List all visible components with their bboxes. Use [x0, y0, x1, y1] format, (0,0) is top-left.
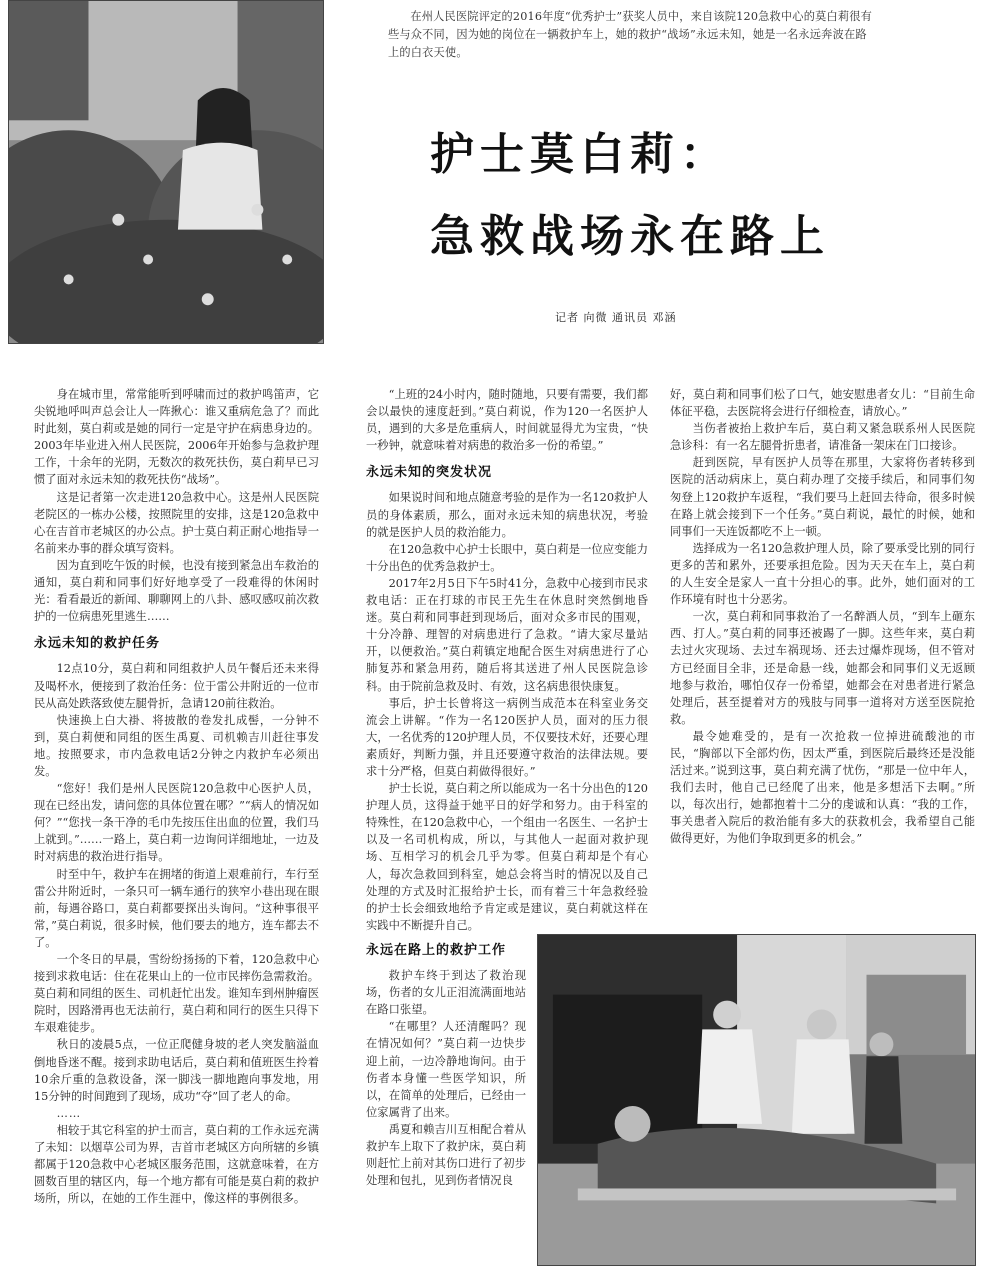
- section-heading: 永远未知的救护任务: [34, 636, 161, 652]
- paragraph: 因为直到吃午饭的时候，也没有接到紧急出车救治的通知，莫白莉和同事们好好地享受了一段难得的休闲时光：看看最近的新闻、聊聊网上的八卦、感叹感叹前次救护的一位病患死里逃生……: [34, 558, 319, 624]
- paragraph: 事后，护士长曾将这一病例当成范本在科室业务交流会上讲解。“作为一名120医护人员，面对的压力很大，一名优秀的120护理人员，不仅要技术好，还要心理素质好，判断力强，并且还要遵守救治的法律法规。要求十分严格，但莫白莉做得很好。”: [366, 696, 648, 778]
- article-column-2: [366, 386, 648, 932]
- paragraph: 救护车终于到达了救治现场，伤者的女儿正泪流满面地站在路口张望。: [366, 969, 526, 1017]
- article-column-2-lower: [366, 932, 526, 1278]
- byline: 记者 向微 通讯员 邓涵: [555, 311, 677, 324]
- headline: [430, 114, 950, 278]
- headline-line-2: 急救战场永在路上: [430, 211, 830, 262]
- section-heading: 永远未知的突发状况: [366, 465, 493, 481]
- paragraph: 当伤者被抬上救护车后，莫白莉又紧急联系州人民医院急诊科：有一名左腿骨折患者，请准备一架床在门口接诊。: [670, 422, 975, 453]
- article-column-3: [670, 386, 975, 932]
- paragraph: 一次，莫白莉和同事救治了一名醉酒人员，“到车上砸东西、打人。”莫白莉的同事还被踢了一脚。这些年来，莫白莉去过火灾现场、去过车祸现场、还去过爆炸现场，但不管对方已经面目全非，还是命悬一线，她都会和同事们义无返顾地参与救治，哪怕仅存一份希望，她都会在对患者进行紧急处理后，甚至提着对方的残肢与同事一道将对方送至医院抢救。: [670, 610, 975, 726]
- paragraph: 12点10分，莫白莉和同组救护人员午餐后还未来得及喝杯水，便接到了救治任务：位于雷公井附近的一位市民从高处跌落致使左腿骨折，急请120前往救治。: [34, 662, 319, 710]
- paragraph: 赶到医院，早有医护人员等在那里，大家将伤者转移到医院的活动病床上，莫白莉办理了交接手续后，和同事们匆匆登上120救护车返程，“我们要马上赶回去待命，很多时候在路上就会接到下一个任务。”莫白莉说，最忙的时候，她和同事们一天连饭都吃不上一顿。: [670, 456, 975, 538]
- paragraph: 好，莫白莉和同事们松了口气，她安慰患者女儿：“目前生命体征平稳，去医院将会进行仔细检查，请放心。”: [670, 388, 975, 419]
- section-heading: 永远在路上的救护工作: [366, 943, 507, 958]
- paragraph: 选择成为一名120急救护理人员，除了要承受比别的同行更多的苦和累外，还要承担危险。因为天天在车上，莫白莉的人生安全是家人一直十分担心的事。此外，她们面对的工作环境有时也十分恶劣。: [670, 541, 975, 607]
- paragraph: 相较于其它科室的护士而言，莫白莉的工作永远充满了未知：以烟草公司为界，吉首市老城区方向所辖的乡镇都属于120急救中心老城区服务范围，这就意味着，在方圆数百里的辖区内，每一个地方都有可能是莫白莉的救护场所，所以，在她的工作生涯中，像这样的事例很多。: [34, 1123, 319, 1206]
- paragraph: “您好！我们是州人民医院120急救中心医护人员，现在已经出发，请问您的具体位置在哪？”“病人的情况如何？”“您找一条干净的毛巾先按压住出血的位置，我们马上就到。”……一路上，莫白莉一边询问详细地址，一边及时对病患的救治进行指导。: [34, 782, 319, 864]
- nurse-portrait-photo: [8, 0, 324, 344]
- paragraph: “在哪里？人还清醒吗？现在情况如何？”莫白莉一边快步迎上前，一边冷静地询问。由于伤者本身懂一些医学知识，所以，在简单的处理后，已经由一位家属背了出来。: [366, 1020, 526, 1119]
- article-column-1: [34, 386, 319, 1278]
- paragraph: 秋日的凌晨5点，一位正爬健身坡的老人突发脑溢血倒地昏迷不醒。接到求助电话后，莫白莉和值班医生拎着10余斤重的急救设备，深一脚浅一脚地跑向事发地，用15分钟的时间跑到了现场，成功“夺”回了老人的命。: [34, 1038, 319, 1103]
- ambulance-rescue-photo: [537, 934, 976, 1266]
- paragraph: 护士长说，莫白莉之所以能成为一名十分出色的120护理人员，这得益于她平日的好学和努力。由于科室的特殊性，在120急救中心，一个组由一名医生、一名护士以及一名司机构成，所以，与其他人一起面对救护现场、互相学习的机会几乎为零。但莫白莉却是个有心人，每次急救回到科室，她总会将当时的情况以及自己处理的方式及时汇报给护士长，而有着三十年急救经验的护士长会细致地给予肯定或是建议，莫白莉就这样在实践中不断提升自己。: [366, 782, 648, 932]
- paragraph: 身在城市里，常常能听到呼啸而过的救护鸣笛声，它尖锐地呼叫声总会让人一阵揪心：谁又重病危急了？而此时此刻，莫白莉或是她的同行一定是守护在病患身边的。2003年毕业进入州人民医院，2006年开始参与急救护理工作，十余年的光阴，无数次的救死扶伤，莫白莉早已习惯了面对永远未知的救死扶伤“战场”。: [34, 388, 319, 487]
- paragraph: 时至中午，救护车在拥堵的街道上艰难前行，车行至雷公井附近时，一条只可一辆车通行的狭窄小巷出现在眼前，每遇谷路口，莫白莉都要探出头询问。“这种事很平常，”莫白莉说，很多时候，他们要去的地方，连车都去不了。: [34, 867, 319, 949]
- headline-line-1: 护士莫白莉：: [430, 129, 730, 180]
- paragraph: 禹夏和赖吉川互相配合着从救护车上取下了救护床，莫白莉则赶忙上前对其伤口进行了初步处理和包扎，见到伤者情况良: [366, 1122, 526, 1188]
- paragraph: 一个冬日的早晨，雪纷纷扬扬的下着，120急救中心接到求救电话：住在花果山上的一位市民摔伤急需救治。莫白莉和同组的医生、司机赶忙出发。谁知车到州肿瘤医院时，因路滑再也无法前行，莫白莉和同行的医生只得下车艰难徒步。: [34, 953, 319, 1035]
- lead-paragraph: 在州人民医院评定的2016年度“优秀护士”获奖人员中，来自该院120急救中心的莫白莉很有些与众不同，因为她的岗位在一辆救护车上，她的救护“战场”永远未知，她是一名永远奔波在路上的白衣天使。: [388, 10, 873, 59]
- paragraph: 如果说时间和地点随意考验的是作为一名120救护人员的身体素质，那么，面对永远未知的病患状况，考验的就是医护人员的救治能力。: [366, 491, 648, 539]
- paragraph: 快速换上白大褂、将披散的卷发扎成髻，一分钟不到，莫白莉便和同组的医生禹夏、司机赖吉川赶往事发地。按照要求，市内急救电话2分钟之内救护车必须出发。: [34, 713, 319, 778]
- paragraph: 最令她难受的，是有一次抢救一位掉进硫酸池的市民，“胸部以下全部灼伤，因太严重，到医院后最终还是没能活过来。”说到这事，莫白莉充满了忧伤，“那是一位中年人，我们去时，他自己已经爬了出来，他是多想活下去啊。”所以，每次出行，她都抱着十二分的虔诚和认真：“我的工作，事关患者入院后的救治能有多大的获救机会，我希望自己能做得更好，为他们争取到更多的机会。”: [670, 729, 975, 846]
- paragraph: 这是记者第一次走进120急救中心。这是州人民医院老院区的一栋办公楼，按照院里的安排，这是120急救中心在吉首市老城区的办公点。护士莫白莉正耐心地指导一名前来办事的群众填写资料。: [34, 490, 319, 555]
- paragraph: “上班的24小时内，随时随地，只要有需要，我们都会以最快的速度赶到。”莫白莉说，作为120一名医护人员，遇到的大多是危重病人，时间就显得尤为宝贵，“快一秒钟，就意味着对病患的救治多一份的希望。”: [366, 388, 648, 453]
- paragraph: 2017年2月5日下午5时41分，急救中心接到市民求救电话：正在打球的市民王先生在休息时突然倒地昏迷。莫白莉和同事赶到现场后，面对众多市民的围观，十分冷静、理智的对病患进行了急救。“请大家尽量站开，以便救治。”莫白莉镇定地配合医生对病患进行了心肺复苏和紧急用药，随后将其送进了州人民医院急诊科。由于院前急救及时、有效，这名病患很快康复。: [366, 576, 648, 693]
- ellipsis-separator: ……: [56, 1106, 82, 1120]
- paragraph: 在120急救中心护士长眼中，莫白莉是一位应变能力十分出色的优秀急救护士。: [366, 542, 648, 573]
